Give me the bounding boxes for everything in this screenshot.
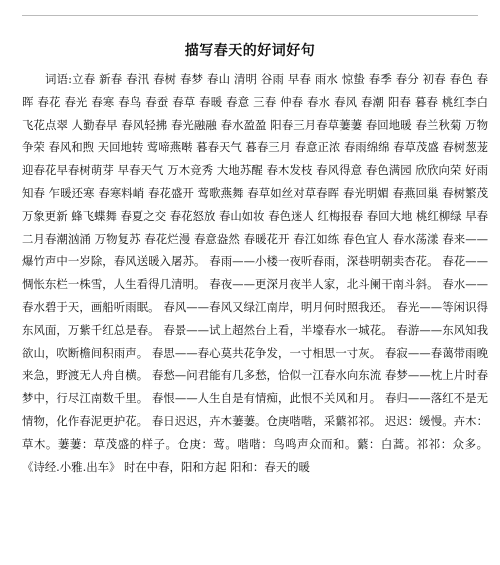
top-divider	[22, 15, 478, 16]
document-body: 词语:立春 新春 春汛 春树 春梦 春山 清明 谷雨 早春 雨水 惊蛰 春季 春分 初春 春色 春晖 春花 春光 春寒 春鸟 春蚕 春草 春暖 春意 三春 仲春 春水 春风 春潮 阳春 暮春 桃红李白 飞花点翠 人勤春早 春风轻拂 春光融融 春水盈盈 阳春三月春草萋萋 春回地暖 春兰秋菊 万物争荣 春风和煦 天回地转 莺啼燕啭 暮春天气 暮春三月 春意正浓 春雨绵绵 春草茂盛 春树葱茏 迎春花早春树萌芽 早春天气 万木竞秀 大地苏醒 春木发枝 春风得意 春色满园 欣欣向荣 好雨知春 乍暖还寒 春寒料峭 春花盛开 莺歌燕舞 春草如丝对草春晖 春光明媚 春燕回巢 春树繁茂 万象更新 蜂飞蝶舞 春夏之交 春花怒放 春山如妆 春色迷人 红梅报春 春回大地 桃红柳绿 早春二月春潮汹涌 万物复苏 春花烂漫 春意盎然 春暖花开 春江如练 春色宜人 春水荡漾 春来——爆竹声中一岁除，春风送暖入屠苏。 春雨——小楼一夜听春雨，深巷明朝卖杏花。 春花——惆怅东栏一株雪，人生看得几清明。 春夜——更深月夜半人家，北斗阑干南斗斜。 春水——春水碧于天，画船听雨眠。 春风——春风又绿江南岸，明月何时照我还。 春光——等闲识得东风面，万紫千红总是春。 春景——试上超然台上看，半壕春水一城花。 春游——东风知我欲山，吹断檐间积雨声。 春思——春心莫共花争发，一寸相思一寸灰。 春寂——春蔼带雨晚来急，野渡无人舟自横。 春愁—问君能有几多愁，恰似一江春水向东流 春梦——枕上片时春梦中，行尽江南数千里。 春恨——人生自是有情痴，此恨不关风和月。 春归——落红不是无情物，化作春泥更护花。 春日迟迟，卉木萋萋。仓庚喈喈，采蘩祁祁。 迟迟：缓慢。卉木：草木。萋萋：草茂盛的样子。仓庚：莺。喈喈：鸟鸣声众而和。蘩：白蒿。祁祁：众多。 《诗经.小雅.出车》 时在中春，阳和方起 阳和：春天的暖	[22, 72, 488, 474]
document-title: 描写春天的好词好句	[184, 43, 316, 59]
